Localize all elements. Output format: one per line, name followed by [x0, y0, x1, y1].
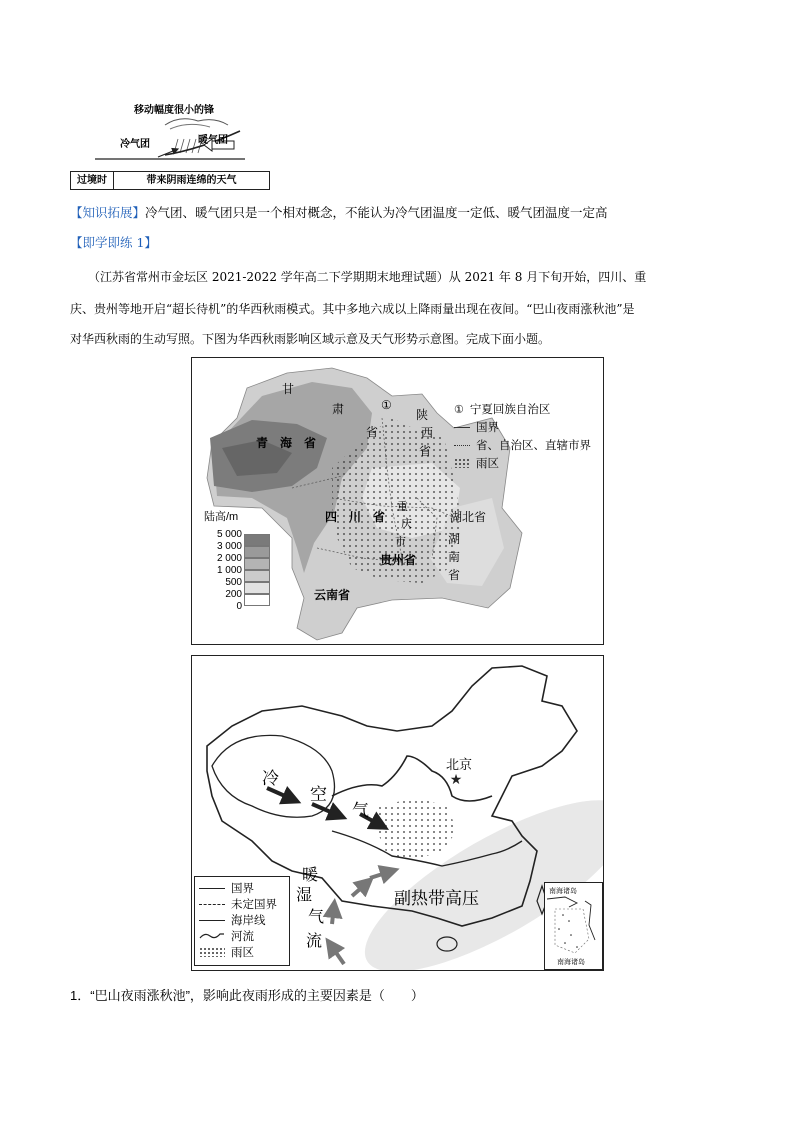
practice-tag: 【即学即练 1】	[70, 235, 157, 250]
wavy-line-icon	[199, 931, 225, 941]
circled-one-icon: ①	[454, 403, 464, 416]
label-sichuan: 四 川 省	[325, 510, 386, 524]
elev-swatch	[244, 558, 270, 570]
legend-ningxia	[454, 400, 599, 418]
elev-swatch	[244, 594, 270, 606]
warm-mass-label: 暖气团	[198, 135, 228, 146]
elev-swatch	[244, 582, 270, 594]
south-china-sea-inset	[544, 882, 603, 970]
transit-weather: 带来阴雨连绵的天气	[146, 175, 237, 186]
front-illustration	[70, 113, 270, 165]
practice-line-3: 对华西秋雨的生动写照。下图为华西秋雨影响区域示意及天气形势示意图。完成下面小题。	[70, 332, 551, 346]
elevation-ticks	[204, 528, 242, 612]
legend-coastline	[199, 912, 285, 928]
elevation-swatches	[244, 534, 270, 606]
label-guizhou: 贵州省	[380, 553, 417, 567]
knowledge-paragraph	[70, 198, 750, 228]
legend-national-border	[199, 880, 285, 896]
warm-air-char-3: 气	[308, 907, 325, 926]
elev-tick: 500	[225, 576, 242, 588]
warm-air-char-4: 流	[306, 931, 323, 950]
question-number: 1．	[70, 988, 91, 1003]
legend-label: 雨区	[231, 947, 254, 959]
label-shaanxi-3: 省	[419, 444, 432, 458]
label-qinghai: 青 海 省	[256, 436, 317, 450]
solid-line-icon	[199, 888, 225, 889]
transit-label: 过境时	[71, 172, 114, 189]
elev-tick: 0	[236, 600, 242, 612]
warm-air-char-2: 湿	[296, 885, 313, 904]
elevation-title: 陆高/m	[204, 511, 239, 523]
elev-tick: 5 000	[216, 528, 242, 540]
legend-rain-area	[199, 944, 285, 960]
beijing-label: 北京	[446, 757, 473, 772]
elev-tick: 2 000	[216, 552, 242, 564]
thin-line-icon	[199, 920, 225, 921]
legend-river	[199, 928, 285, 944]
cold-air-char-3: 气	[352, 801, 369, 821]
label-chongqing-2: 庆	[401, 518, 412, 530]
label-hunan-3: 省	[448, 568, 461, 582]
dotted-line-icon	[454, 445, 470, 446]
elev-swatch	[244, 570, 270, 582]
front-title: 移动幅度很小的锋	[134, 105, 214, 116]
elev-swatch	[244, 534, 270, 546]
inset-title: 南海诸岛	[549, 887, 577, 895]
question-text: “巴山夜雨涨秋池”，影响此夜雨形成的主要因素是（ ）	[90, 988, 424, 1003]
legend-undetermined-border	[199, 896, 285, 912]
elev-tick: 1 000	[216, 564, 242, 576]
practice-line-2: 庆、贵州等地开启“超长待机”的华西秋雨模式。其中多地六成以上降雨量出现在夜间。“巴山夜雨涨秋池”是	[70, 302, 635, 316]
label-yunnan: 云南省	[314, 588, 351, 602]
practice-line-1: （江苏省常州市金坛区 2021-2022 学年高二下学期期末地理试题）从 2021 年 8 月下旬开始，四川、重	[88, 270, 647, 284]
map-autumn-rain-region	[191, 357, 604, 645]
label-gansu-1: 甘	[282, 382, 295, 396]
solid-line-icon	[454, 427, 470, 428]
label-shaanxi-1: 陕	[416, 408, 429, 422]
label-ningxia-mark: ①	[381, 398, 392, 412]
legend-ningxia-label: 宁夏回族自治区	[469, 404, 551, 416]
label-hunan-1: 湖	[448, 532, 461, 546]
knowledge-text: 冷气团、暖气团只是一个相对概念，不能认为冷气团温度一定低、暖气团温度一定高	[145, 205, 608, 220]
inset-map	[545, 895, 602, 955]
svg-text:★: ★	[449, 772, 463, 788]
warm-air-char-1: 暖	[302, 865, 319, 884]
label-gansu-2: 肃	[332, 402, 345, 416]
map2-legend	[194, 876, 290, 966]
label-gansu-3: 省	[366, 425, 379, 439]
legend-rain	[454, 454, 599, 472]
legend-label: 未定国界	[231, 899, 277, 911]
label-hunan-2: 南	[448, 550, 461, 564]
inset-bottom-label: 南海诸岛	[557, 958, 585, 966]
legend-label: 海岸线	[231, 915, 266, 927]
elev-swatch	[244, 546, 270, 558]
front-diagram	[70, 95, 270, 190]
question-1	[70, 985, 424, 1004]
legend-provincial-label: 省、自治区、直辖市界	[476, 440, 591, 452]
transit-table	[70, 171, 270, 190]
label-hubei: 湖北省	[450, 510, 487, 524]
elevation-legend	[204, 508, 274, 624]
legend-border	[454, 418, 599, 436]
dashed-line-icon	[199, 904, 225, 905]
map-weather-situation	[191, 655, 604, 971]
label-chongqing-1: 重	[397, 501, 408, 513]
elev-tick: 200	[225, 588, 242, 600]
legend-provincial	[454, 436, 599, 454]
legend-label: 国界	[231, 883, 254, 895]
dots-pattern-icon	[454, 458, 470, 468]
elev-tick: 3 000	[216, 540, 242, 552]
cold-air-char-2: 空	[310, 785, 327, 805]
cold-mass-label: 冷气团	[120, 139, 150, 150]
legend-label: 河流	[231, 931, 254, 943]
legend-border-label: 国界	[476, 422, 499, 434]
knowledge-tag: 【知识拓展】	[70, 205, 146, 220]
dots-pattern-icon	[199, 947, 225, 957]
cold-air-char-1: 冷	[262, 769, 279, 789]
label-shaanxi-2: 西	[421, 426, 434, 440]
label-chongqing-3: 市	[395, 536, 406, 548]
map1-legend	[454, 400, 599, 472]
legend-rain-label: 雨区	[476, 458, 499, 470]
subtropical-high-label: 副热带高压	[394, 889, 479, 909]
